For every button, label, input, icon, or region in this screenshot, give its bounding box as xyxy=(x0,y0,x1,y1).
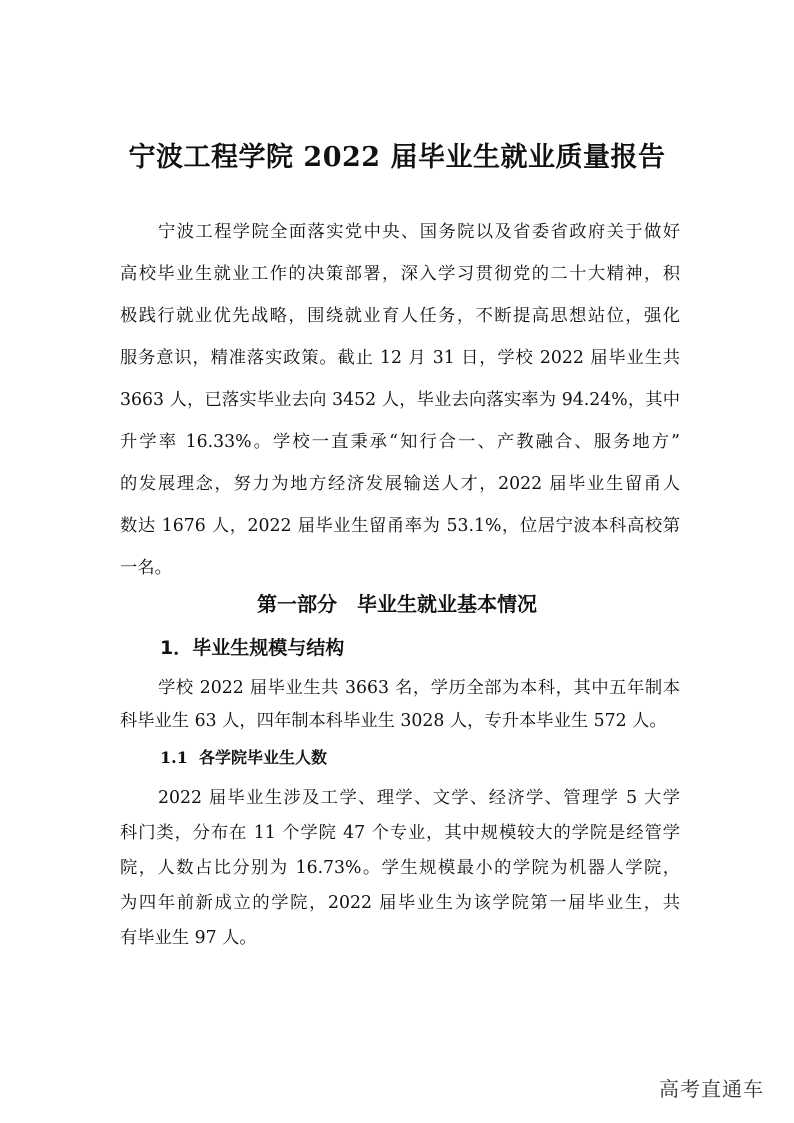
intro-line: 3663 人，已落实毕业去向 3452 人，毕业去向落实率为 94.24%，其中 xyxy=(120,390,680,410)
intro-line: 服务意识，精准落实政策。截止 12 月 31 日，学校 2022 届毕业生共 xyxy=(120,348,680,368)
intro-line: 极践行就业优先战略，围绕就业育人任务，不断提高思想站位，强化 xyxy=(120,306,680,326)
intro-line: 数达 1676 人，2022 届毕业生留甬率为 53.1%，位居宁波本科高校第 xyxy=(120,516,680,536)
subsection-line: 为四年前新成立的学院，2022 届毕业生为该学院第一届毕业生，共 xyxy=(120,893,680,913)
intro-line: 升学率 16.33%。学校一直秉承“知行合一、产教融合、服务地方” xyxy=(120,432,680,452)
section-heading: 1．毕业生规模与结构 xyxy=(160,637,345,659)
intro-line: 宁波工程学院全面落实党中央、国务院以及省委省政府关于做好 xyxy=(158,222,680,242)
section-line: 科毕业生 63 人，四年制本科毕业生 3028 人，专升本毕业生 572 人。 xyxy=(120,711,667,731)
watermark-text: 高考直通车 xyxy=(659,1077,764,1101)
subsection-line: 院，人数占比分别为 16.73%。学生规模最小的学院为机器人学院， xyxy=(120,858,680,878)
subsection-line: 2022 届毕业生涉及工学、理学、文学、经济学、管理学 5 大学 xyxy=(158,788,680,808)
subsection-heading: 1.1 各学院毕业生人数 xyxy=(160,748,327,767)
intro-line: 的发展理念，努力为地方经济发展输送人才，2022 届毕业生留甬人 xyxy=(120,474,680,494)
section-line: 学校 2022 届毕业生共 3663 名，学历全部为本科，其中五年制本 xyxy=(158,678,680,698)
document-title: 宁波工程学院 2022 届毕业生就业质量报告 xyxy=(128,142,666,173)
intro-line: 一名。 xyxy=(120,558,172,578)
intro-line: 高校毕业生就业工作的决策部署，深入学习贯彻党的二十大精神，积 xyxy=(120,264,680,284)
part-heading: 第一部分 毕业生就业基本情况 xyxy=(257,592,537,616)
subsection-line: 有毕业生 97 人。 xyxy=(120,928,257,948)
subsection-line: 科门类，分布在 11 个学院 47 个专业，其中规模较大的学院是经管学 xyxy=(120,823,680,843)
